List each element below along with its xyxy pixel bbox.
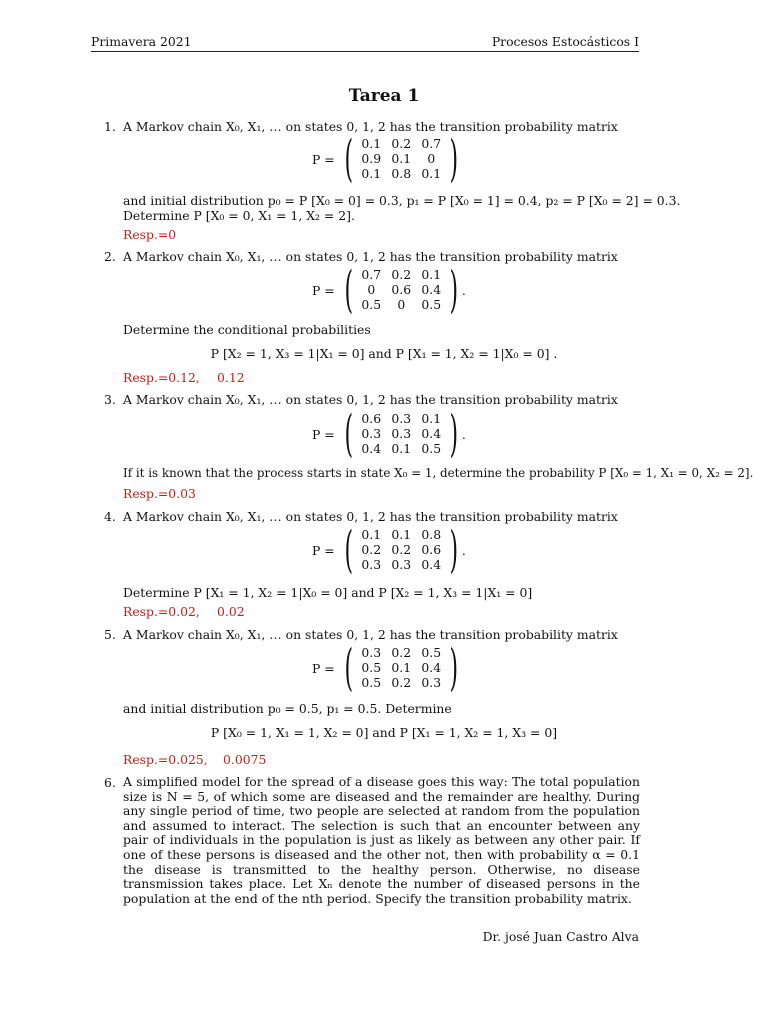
matrix-trail: .: [461, 542, 466, 558]
matrix-cell: 0.5: [421, 441, 442, 456]
problem-paragraph: A simplified model for the spread of a disease goes this way: The total population size is N = 5, of which some are diseased and the remainder are healthy. During any single period of time, two people are selected at random from the population and assumed to interact. The selection is such that an encounter between any pair of individuals in the population is just as likely as between any other pair. If one of these persons is diseased and the other not, then with probability α = 0.1 the disease is transmitted to the healthy person. Otherwise, no disease transmission takes place. Let Xₙ denote the number of diseased persons in the population at the end of the nth period. Specify the transition probability matrix.: [123, 774, 640, 906]
matrix-cell: 0.6: [421, 542, 442, 557]
problem-intro: A Markov chain X₀, X₁, … on states 0, 1, 2 has the transition probability matrix: [123, 509, 618, 524]
page-title: Tarea 1: [348, 86, 420, 106]
left-paren: (: [344, 521, 353, 579]
matrix-cell: 0.4: [421, 282, 442, 297]
page-header: [91, 31, 639, 52]
matrix-cell: 0.2: [391, 542, 412, 557]
matrix-cell: 0.7: [421, 136, 442, 151]
matrix-cell: 0.1: [421, 166, 442, 181]
left-paren: (: [344, 130, 353, 188]
problem-text: If it is known that the process starts in state X₀ = 1, determine the probability P [X₀ = 1, X₁ = 0, X₂ = 2].: [123, 466, 754, 480]
matrix-cell: 0.4: [421, 660, 442, 675]
problem-text: Determine P [X₁ = 1, X₂ = 1|X₀ = 0] and P [X₂ = 1, X₃ = 1|X₁ = 0]: [123, 585, 533, 600]
matrix-cell: 0.5: [421, 645, 442, 660]
matrix-label: P =: [312, 282, 335, 298]
problem-number: 5.: [104, 627, 116, 642]
problem-text: Determine P [X₀ = 0, X₁ = 1, X₂ = 2].: [123, 208, 355, 223]
answer: [123, 752, 267, 767]
matrix-cell: 0.2: [391, 675, 412, 690]
matrix-cell: 0.1: [421, 267, 442, 282]
answer: [123, 486, 196, 501]
matrix-cell: 0.3: [361, 426, 382, 441]
problem-text: and initial distribution p₀ = 0.5, p₁ = 0.5. Determine: [123, 701, 452, 716]
matrix-cell: 0.6: [391, 282, 412, 297]
matrix-cell: 0.3: [421, 675, 442, 690]
matrix-cell: 0.1: [361, 136, 382, 151]
answer-value: Resp.=0.02,: [123, 604, 200, 619]
matrix-cell: 0.3: [391, 426, 412, 441]
matrix-cell: 0.6: [361, 411, 382, 426]
matrix-cell: 0.1: [361, 166, 382, 181]
problem-intro: A Markov chain X₀, X₁, … on states 0, 1, 2 has the transition probability matrix: [123, 392, 618, 407]
matrix-cell: 0.7: [361, 267, 382, 282]
matrix-cell: 0.5: [421, 297, 442, 312]
answer: [123, 227, 176, 242]
matrix-cell: 0.3: [391, 557, 412, 572]
author-signature: Dr. josé Juan Castro Alva: [482, 929, 639, 944]
transition-matrix: [312, 405, 466, 463]
problem-number: 4.: [104, 509, 116, 524]
matrix-label: P =: [312, 151, 335, 167]
answer-value: Resp.=0.025,: [123, 752, 208, 767]
matrix-label: P =: [312, 660, 335, 676]
matrix-cell: 0.1: [391, 151, 412, 166]
matrix-label: P =: [312, 542, 335, 558]
matrix-cell: 0.2: [391, 136, 412, 151]
left-paren: (: [344, 639, 353, 697]
matrix-cell: 0.1: [361, 527, 382, 542]
problem-intro: A Markov chain X₀, X₁, … on states 0, 1, 2 has the transition probability matrix: [123, 627, 618, 642]
right-paren: ): [449, 261, 459, 319]
answer-value: Resp.=0.03: [123, 486, 196, 501]
problem-number: 6.: [104, 775, 116, 790]
matrix-cell: 0.9: [361, 151, 382, 166]
matrix-cell: 0.2: [391, 645, 412, 660]
transition-matrix: [312, 521, 466, 579]
matrix-cell: 0: [427, 151, 436, 166]
transition-matrix: [312, 639, 462, 697]
transition-matrix: [312, 130, 462, 188]
right-paren: ): [449, 639, 459, 697]
matrix-cell: 0: [367, 282, 376, 297]
matrix-label: P =: [312, 426, 335, 442]
right-paren: ): [449, 130, 459, 188]
matrix-cell: 0.4: [421, 426, 442, 441]
matrix-cell: 0.4: [421, 557, 442, 572]
header-course: Procesos Estocásticos I: [491, 34, 639, 49]
answer-value: Resp.=0.12,: [123, 370, 200, 385]
display-equation: P [X₂ = 1, X₃ = 1|X₁ = 0] and P [X₁ = 1, X₂ = 1|X₀ = 0] .: [210, 346, 558, 361]
matrix-cell: 0.3: [361, 645, 382, 660]
answer: [123, 370, 245, 385]
matrix-cell: 0.1: [391, 441, 412, 456]
problem-text: Determine the conditional probabilities: [123, 322, 371, 337]
problem-number: 2.: [104, 249, 116, 264]
matrix-cell: 0: [397, 297, 406, 312]
matrix-cell: 0.1: [391, 527, 412, 542]
matrix-cell: 0.4: [361, 441, 382, 456]
problem-intro: A Markov chain X₀, X₁, … on states 0, 1, 2 has the transition probability matrix: [123, 249, 618, 264]
matrix-cell: 0.5: [361, 660, 382, 675]
matrix-cell: 0.8: [391, 166, 412, 181]
matrix-cell: 0.2: [391, 267, 412, 282]
matrix-cell: 0.3: [391, 411, 412, 426]
left-paren: (: [344, 261, 353, 319]
matrix-trail: .: [461, 426, 466, 442]
right-paren: ): [449, 521, 459, 579]
matrix-cell: 0.1: [421, 411, 442, 426]
problem-text: and initial distribution p₀ = P [X₀ = 0] = 0.3, p₁ = P [X₀ = 1] = 0.4, p₂ = P [X₀ = 2] = 0.3.: [123, 193, 681, 208]
matrix-cell: 0.1: [391, 660, 412, 675]
matrix-cell: 0.5: [361, 675, 382, 690]
header-semester: Primavera 2021: [91, 34, 192, 49]
transition-matrix: [312, 261, 466, 319]
problem-number: 1.: [104, 119, 116, 134]
matrix-cell: 0.2: [361, 542, 382, 557]
matrix-trail: .: [461, 282, 466, 298]
answer-value: Resp.=0: [123, 227, 177, 242]
left-paren: (: [344, 405, 353, 463]
matrix-cell: 0.5: [361, 297, 382, 312]
answer: [123, 604, 245, 619]
matrix-cell: 0.3: [361, 557, 382, 572]
answer-value-2: 0.02: [217, 604, 245, 619]
display-equation: P [X₀ = 1, X₁ = 1, X₂ = 0] and P [X₁ = 1, X₂ = 1, X₃ = 0]: [210, 725, 558, 740]
right-paren: ): [449, 405, 459, 463]
answer-value-2: 0.12: [217, 370, 245, 385]
problem-intro: A Markov chain X₀, X₁, … on states 0, 1, 2 has the transition probability matrix: [123, 119, 618, 134]
answer-value-2: 0.0075: [223, 752, 267, 767]
matrix-cell: 0.8: [421, 527, 442, 542]
problem-number: 3.: [104, 392, 116, 407]
